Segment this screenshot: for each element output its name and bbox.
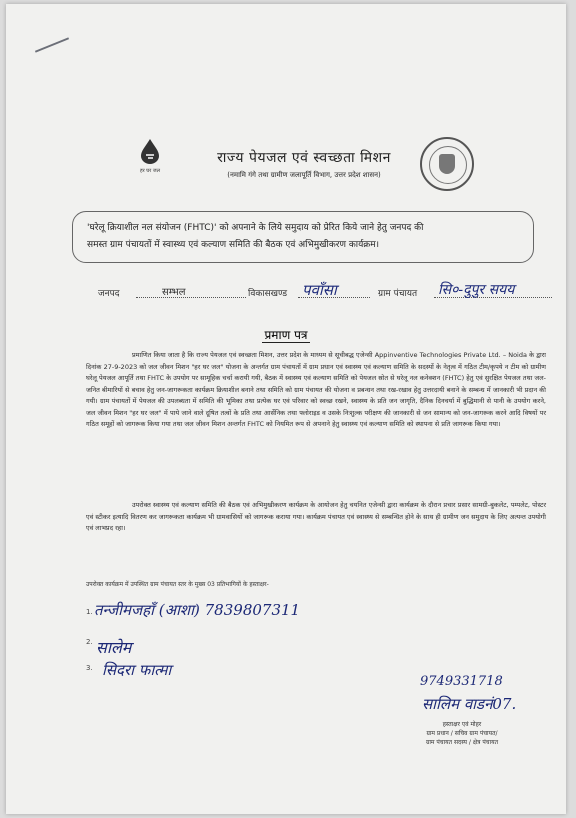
certificate-paragraph-1: प्रमाणित किया जाता है कि राज्य पेयजल एवं स्वच्छता मिशन, उत्तर प्रदेश के माध्यम से सूचीबद्ध एजेन्सी Appinventive Technologies Private Ltd. – Noida के द्वारा दिनांक 27-9-2023 को जल जीवन मिशन "हर घर जल" योजना के अन्तर्गत ग्राम पंचायतों में ग्राम प्रधान एवं स्वास्थ्य एवं कल्याण समिति के सदस्यों के नेतृत्व में गठित टीम/कृपये न टीम को ग्रामीण घरेलू पेयजल आपूर्ति तथा FHTC के उपयोग पर सामूहिक चर्चा करायी गयी, बैठक में स्वास्थ्य एवं कल्याण समिति को पेयजल स्रोत से घरेलू नल कनेक्शन (FHTC) हेतु एवं सुरक्षित पेयजल तथा जल-जनित बीमारियों से बचाव हेतु जन-जागरूकता कार्यक्रम क्रियाशील बनाने तथा समिति को ग्राम पंचायत की योजना व प्रबन्धन तथा रख-रखाव हेतु उत्तरदायी बनाने के सम्बन्ध में जानकारी भी प्रदान की गयी। ग्राम पंचायतों में पेयजल की उपलब्धता में समिति की भूमिका तथा प्रत्येक घर एवं परिवार को स्वच्छ रखने, स्वास्थ्य के प्रति जन जागृति, दैनिक दिनचर्या में बुद्धिमानी से पानी के उपयोग करने, जल जीवन मिशन "हर घर जल" में पाये जाने वाले दूषित तत्वों के प्रति तथा आर्सेनिक तथा फ्लोराइड व उसके निःशुल्क परीक्षण की जानकारी से जन सामान्य को जन-जागरूक करने आदि विषयों पर गठित समूहों को जागरूक किया गया तथा जल जीवन मिशन अन्तर्गत FHTC को नियमित रूप से अपनाने हेतु स्वास्थ्य एवं कल्याण समिति को स्थापना से प्रति जागरूक किया गया। (86, 351, 546, 428)
subject-box (72, 211, 534, 263)
letterhead-title: राज्य पेयजल एवं स्वच्छता मिशन (217, 150, 391, 166)
up-government-seal-icon (420, 137, 474, 191)
handwritten-signature: सालिम वाडनं07. (422, 695, 517, 713)
attendee-1-number: 1. (86, 608, 93, 616)
district-label: जनपद (98, 289, 120, 299)
water-drop-icon (139, 138, 161, 164)
location-fields (98, 281, 558, 304)
attendee-2-signature: सालेम (96, 638, 132, 657)
signature-line-3: ग्राम पंचायत सदस्य / क्षेत्र पंचायत (425, 739, 499, 746)
document-page (6, 4, 566, 814)
certificate-paragraph-2: उपरोक्त स्वास्थ्य एवं कल्याण समिति की बैठक एवं अभिमुखीकरण कार्यक्रम के आयोजन हेतु चयनित एजेन्सी द्वारा कार्यक्रम के दौरान प्रचार प्रसार सामग्री-बुकलेट, पम्पलेट, पोस्टर एवं स्टीकर इत्यादि वितरण कर जागरूकता कार्यक्रम भी ग्रामवासियों को जागरूक कराया गया। कार्यक्रम पंचायत एवं स्वास्थ्य से सम्बन्धित होने के साथ ही ग्रामीण जन समुदाय के लिए अत्यन्त उपयोगी एवं लाभप्रद रहा। (86, 501, 546, 532)
district-value: सम्भल (162, 287, 186, 298)
logo-caption: हर घर जल (140, 168, 160, 174)
panchayat-label: ग्राम पंचायत (378, 289, 418, 299)
subject-line-1: 'घरेलू क्रियाशील नल संयोजन (FHTC)' को अपनाने के लिये समुदाय को प्रेरित किये जाने हेतु जनपद की (87, 223, 424, 233)
pen-mark (35, 37, 69, 52)
attendee-3-signature: सिदरा फात्मा (102, 661, 172, 679)
attendee-1-signature: तन्जीमजहाँ (आशा) 7839807311 (94, 601, 301, 619)
certificate-title: प्रमाण पत्र (264, 328, 308, 342)
letterhead (184, 148, 424, 180)
block-value: पवाँसा (302, 281, 337, 299)
signature-line-2: ग्राम प्रधान / सचिव ग्राम पंचायत/ (426, 730, 498, 737)
panchayat-value: सि०-दुपुर सयय (438, 282, 515, 298)
attendee-3-number: 3. (86, 664, 93, 672)
handwritten-phone: 9749331718 (420, 674, 503, 689)
mission-logo (130, 138, 170, 174)
block-label: विकासखण्ड (248, 289, 288, 299)
attendee-2-number: 2. (86, 638, 93, 646)
attendees-note: उपरोक्त कार्यक्रम में उपस्थित ग्राम पंचायत स्तर के मुख्य 03 प्रतिभागियों के हस्ताक्षर- (86, 581, 269, 588)
subject-line-2: समस्त ग्राम पंचायतों में स्वास्थ्य एवं कल्याण समिति की बैठक एवं अभिमुखीकरण कार्यक्रम। (87, 240, 379, 250)
signature-line-1: हस्ताक्षर एवं मोहर (442, 721, 482, 728)
signature-block (392, 720, 532, 747)
letterhead-subtitle: (नमामि गंगे तथा ग्रामीण जलापूर्ति विभाग, उत्तर प्रदेश शासन) (227, 171, 381, 179)
